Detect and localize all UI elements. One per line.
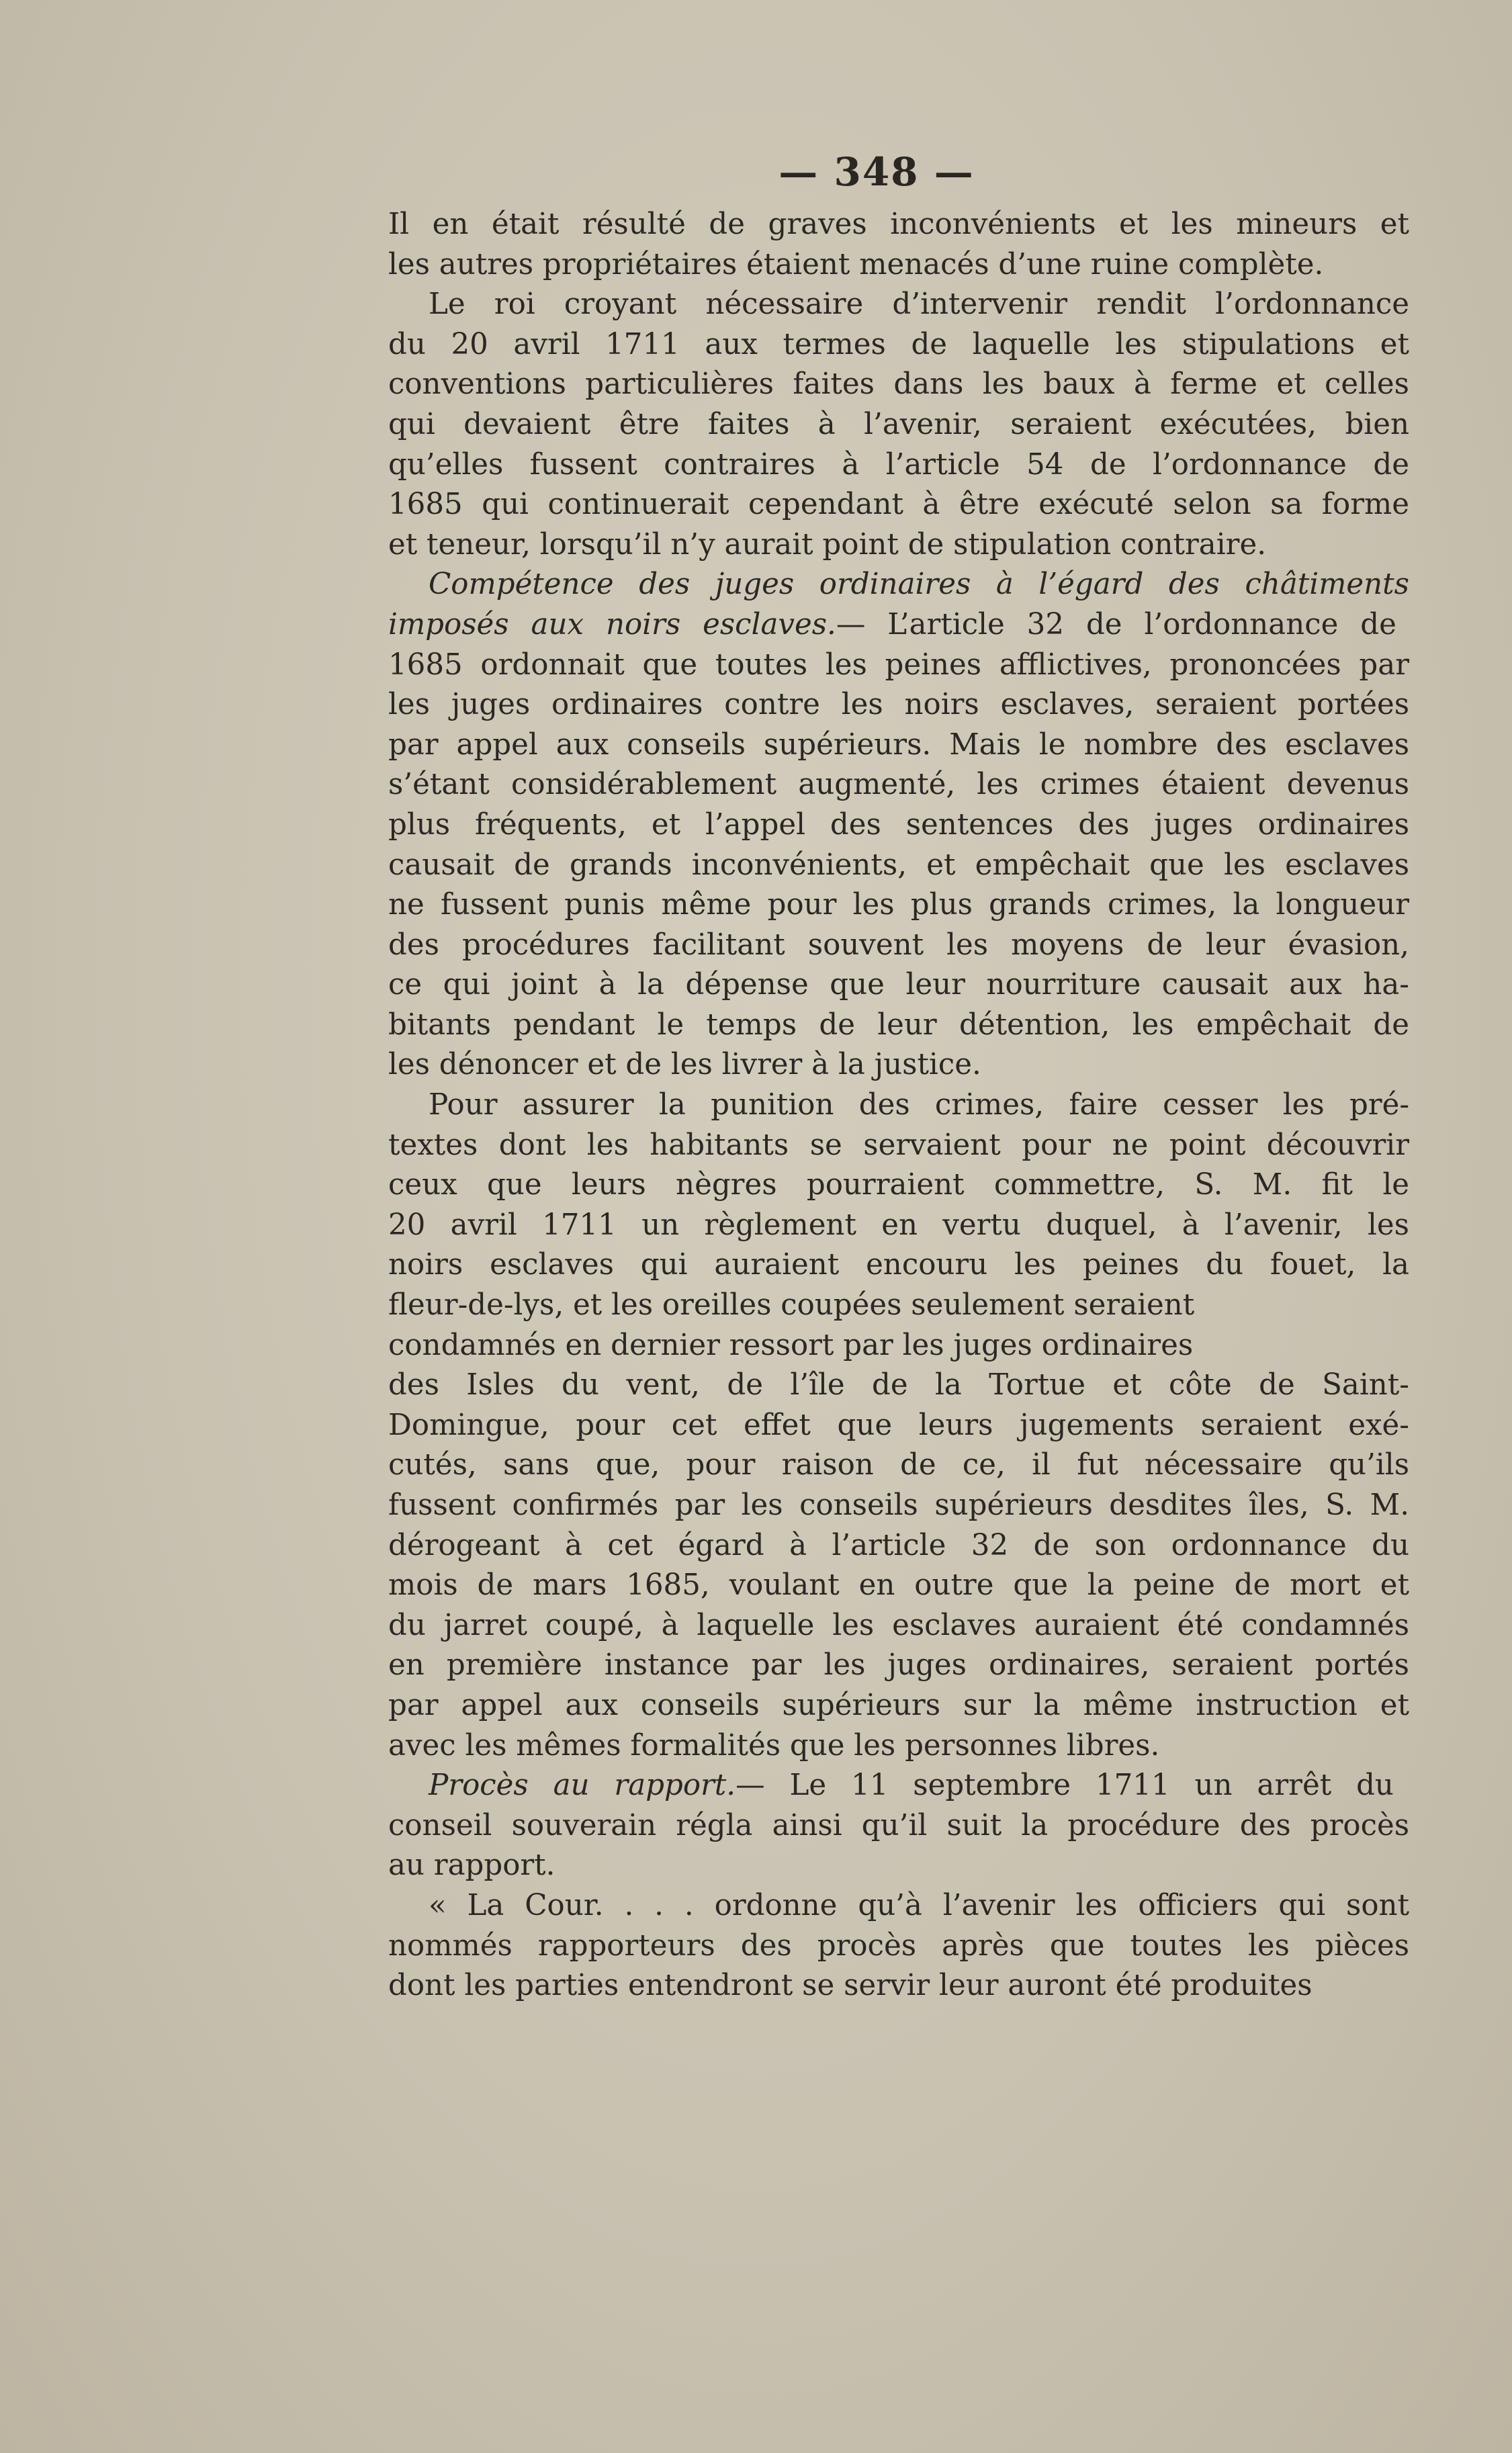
text-line bbox=[388, 325, 1409, 365]
text-line bbox=[388, 525, 1409, 566]
text-line bbox=[388, 1366, 1409, 1406]
text-line-content: Compétence des juges ordinaires à l’égard des châtiments bbox=[429, 568, 1409, 602]
text-line bbox=[388, 1806, 1409, 1846]
text-line-content: mois de mars 1685, voulant en outre que la peine de mort et bbox=[388, 1568, 1409, 1603]
text-line bbox=[388, 926, 1409, 966]
text-line-content: par appel aux conseils supérieurs. Mais le nombre des esclaves bbox=[388, 727, 1410, 762]
text-line-content: nommés rapporteurs des procès après que toutes les pièces bbox=[388, 1928, 1410, 1963]
text-rest: — Le 11 septembre 1711 un arrêt du bbox=[736, 1769, 1394, 1803]
text-line-content: 1685 qui continuerait cependant à être exécuté selon sa forme bbox=[388, 488, 1409, 522]
text-line bbox=[388, 1766, 1409, 1806]
text-line bbox=[388, 1486, 1409, 1526]
text-line-content: s’étant considérablement augmenté, les crimes étaient devenus bbox=[388, 768, 1410, 802]
page-number: — 348 — bbox=[779, 149, 975, 195]
text-line bbox=[388, 1165, 1409, 1206]
text-line bbox=[388, 1045, 1409, 1085]
text-line bbox=[388, 485, 1409, 525]
text-line bbox=[388, 1526, 1409, 1566]
text-line-content: conventions particulières faites dans les baux à ferme et celles bbox=[388, 367, 1409, 402]
text-line-content: les autres propriétaires étaient menacés d’une ruine complète. bbox=[388, 247, 1324, 281]
text-line bbox=[388, 1126, 1409, 1166]
text-line bbox=[388, 1686, 1409, 1726]
text-line bbox=[388, 1566, 1409, 1606]
text-line-content: Il en était résulté de graves inconvénients et les mineurs et bbox=[388, 208, 1409, 241]
text-line-content: dérogeant à cet égard à l’article 32 de son ordonnance du bbox=[388, 1528, 1410, 1562]
text-line-content: ce qui joint à la dépense que leur nourriture causait aux ha- bbox=[388, 968, 1409, 1002]
text-line-content bbox=[429, 1766, 1394, 1806]
text-line-content: causait de grands inconvénients, et empêchait que les esclaves bbox=[388, 848, 1410, 882]
text-line bbox=[388, 405, 1409, 445]
text-line-content: noirs esclaves qui auraient encouru les peines du fouet, la bbox=[388, 1248, 1409, 1282]
text-line bbox=[388, 1926, 1409, 1967]
text-line bbox=[388, 365, 1409, 405]
text-line-content: par appel aux conseils supérieurs sur la même instruction et bbox=[388, 1688, 1409, 1722]
text-line bbox=[388, 1886, 1409, 1926]
text-line-content: fleur-de-lys, et les oreilles coupées seulement seraient bbox=[388, 1288, 1195, 1323]
body-text bbox=[388, 205, 1409, 2006]
text-line-content: conseil souverain régla ainsi qu’il suit la procédure des procès bbox=[388, 1808, 1410, 1842]
text-line bbox=[388, 645, 1409, 686]
text-line bbox=[388, 285, 1409, 325]
text-line bbox=[388, 1445, 1409, 1486]
text-line-content: et teneur, lorsqu’il n’y aurait point de stipulation contraire. bbox=[388, 527, 1267, 562]
text-line-content: au rapport. bbox=[388, 1848, 555, 1883]
text-line-content: du 20 avril 1711 aux termes de laquelle les stipulations et bbox=[388, 327, 1409, 361]
text-line bbox=[388, 1846, 1409, 1886]
text-line-content: 20 avril 1711 un règlement en vertu duquel, à l’avenir, les bbox=[388, 1208, 1409, 1242]
text-line-content bbox=[388, 605, 1396, 645]
text-line-content: textes dont les habitants se servaient pour ne point découvrir bbox=[388, 1128, 1410, 1162]
text-line-content: fussent confirmés par les conseils supérieurs desdites îles, S. M. bbox=[388, 1488, 1410, 1522]
text-line-content: les dénoncer et de les livrer à la justice. bbox=[388, 1048, 981, 1082]
text-line bbox=[388, 805, 1409, 846]
text-line bbox=[388, 1286, 1409, 1326]
italic-heading: Procès au rapport. bbox=[429, 1769, 736, 1803]
text-line-content: les juges ordinaires contre les noirs esclaves, seraient portées bbox=[388, 688, 1410, 722]
text-line bbox=[388, 1966, 1409, 2006]
text-line bbox=[388, 565, 1409, 605]
text-line bbox=[388, 205, 1409, 245]
text-line-content: cutés, sans que, pour raison de ce, il fut nécessaire qu’ils bbox=[388, 1448, 1410, 1482]
text-line bbox=[388, 965, 1409, 1006]
text-line-content: Domingue, pour cet effet que leurs jugements seraient exé- bbox=[388, 1408, 1409, 1442]
text-line bbox=[388, 1206, 1409, 1246]
text-line-content: des Isles du vent, de l’île de la Tortue et côte de Saint- bbox=[388, 1368, 1409, 1402]
text-line bbox=[388, 1406, 1409, 1446]
text-line bbox=[388, 1085, 1409, 1126]
text-line-content: Le roi croyant nécessaire d’intervenir rendit l’ordonnance bbox=[429, 287, 1410, 322]
text-line bbox=[388, 725, 1409, 766]
text-line-content: condamnés en dernier ressort par les juges ordinaires bbox=[388, 1328, 1194, 1362]
text-line-content: Pour assurer la punition des crimes, faire cesser les pré- bbox=[429, 1088, 1410, 1122]
text-line-content: ne fussent punis même pour les plus grands crimes, la longueur bbox=[388, 888, 1410, 922]
text-line bbox=[388, 685, 1409, 725]
text-line-content: qui devaient être faites à l’avenir, seraient exécutées, bien bbox=[388, 407, 1409, 441]
text-line-content: des procédures facilitant souvent les moyens de leur évasion, bbox=[388, 928, 1409, 962]
text-line bbox=[388, 445, 1409, 486]
text-rest: — L’article 32 de l’ordonnance de bbox=[836, 607, 1396, 641]
text-line bbox=[388, 1606, 1409, 1646]
text-line bbox=[388, 1326, 1409, 1366]
text-line-content: du jarret coupé, à laquelle les esclaves auraient été condamnés bbox=[388, 1608, 1410, 1642]
text-line bbox=[388, 765, 1409, 805]
text-line-content: 1685 ordonnait que toutes les peines afflictives, prononcées par bbox=[388, 648, 1409, 682]
text-line bbox=[388, 1726, 1409, 1767]
text-line-content: plus fréquents, et l’appel des sentences des juges ordinaires bbox=[388, 807, 1410, 842]
text-line bbox=[388, 605, 1409, 645]
text-line bbox=[388, 1006, 1409, 1046]
text-line-content: bitants pendant le temps de leur détention, les empêchait de bbox=[388, 1008, 1410, 1042]
text-line-content: « La Cour. . . . ordonne qu’à l’avenir les officiers qui sont bbox=[429, 1888, 1410, 1922]
text-line-content: avec les mêmes formalités que les personnes libres. bbox=[388, 1728, 1160, 1763]
text-line bbox=[388, 245, 1409, 285]
text-line bbox=[388, 1245, 1409, 1286]
italic-heading: imposés aux noirs esclaves. bbox=[388, 607, 836, 641]
text-line bbox=[388, 846, 1409, 886]
text-line-content: ceux que leurs nègres pourraient commettre, S. M. fit le bbox=[388, 1168, 1409, 1202]
text-line-content: en première instance par les juges ordinaires, seraient portés bbox=[388, 1648, 1409, 1683]
text-line bbox=[388, 1646, 1409, 1686]
text-line bbox=[388, 885, 1409, 926]
text-line-content: dont les parties entendront se servir leur auront été produites bbox=[388, 1969, 1313, 2003]
text-line-content: qu’elles fussent contraires à l’article 54 de l’ordonnance de bbox=[388, 447, 1409, 482]
